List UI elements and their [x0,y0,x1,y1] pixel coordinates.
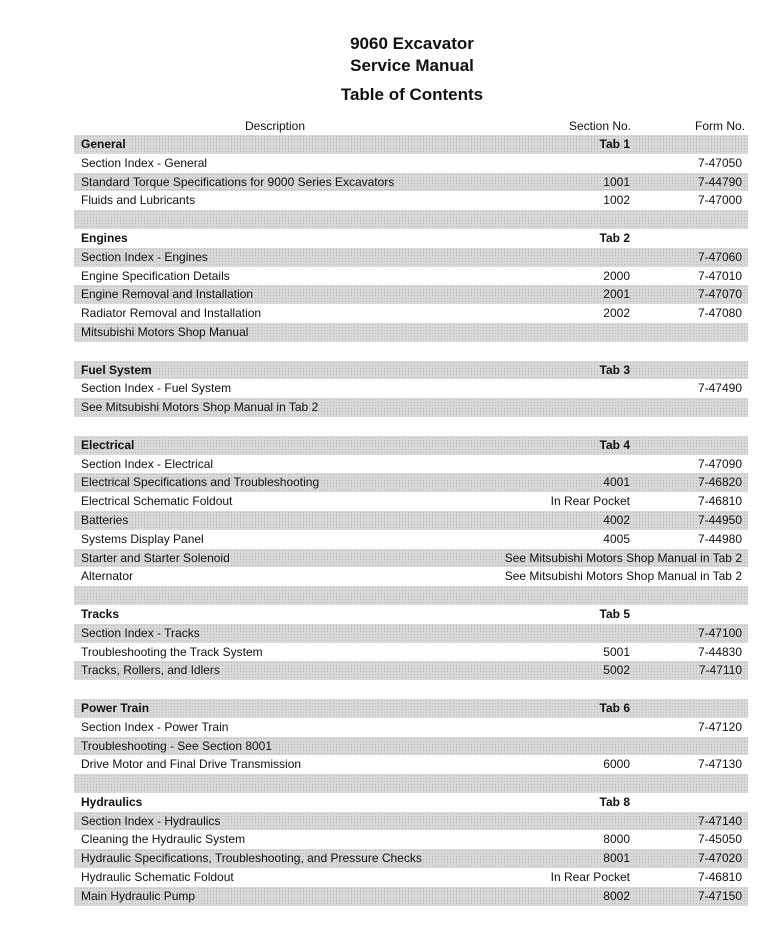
column-header-section: Section No. [568,119,632,133]
row-description: Mitsubishi Motors Shop Manual [81,324,249,339]
row-section-number: 5001 [603,644,630,659]
row-form-number: 7-46820 [697,475,742,490]
toc-row [74,191,748,210]
row-description: Engine Specification Details [81,268,230,283]
title-manual: Service Manual [350,56,474,75]
row-description: Troubleshooting - See Section 8001 [81,738,273,753]
row-description: Hydraulic Schematic Foldout [81,870,234,885]
row-form-number: 7-47150 [697,888,742,903]
row-form-number: 7-46810 [697,494,742,509]
row-form-number: 7-47050 [697,155,742,170]
section-heading-row [74,229,748,248]
row-description: Section Index - Hydraulics [81,813,221,828]
row-form-number: 7-44950 [697,512,742,527]
tab-label: Tab 3 [599,362,630,377]
spacer-row [74,586,748,605]
toc-row [74,379,748,398]
toc-row [74,530,748,549]
row-description: Troubleshooting the Track System [81,644,263,659]
row-description: Standard Torque Specifications for 9000 Series Excavators [81,174,395,189]
row-description: Section Index - Electrical [81,456,214,471]
row-section-number: 4005 [603,531,630,546]
spacer-row [74,774,748,793]
section-heading-row [74,605,748,624]
toc-row [74,455,748,474]
toc-row [74,661,748,680]
section-heading: Engines [81,230,128,245]
row-description: Systems Display Panel [81,531,204,546]
section-heading-row [74,361,748,380]
row-form-number: 7-47490 [697,381,742,396]
row-description: Starter and Starter Solenoid [81,550,230,565]
spacer-row [74,680,748,699]
row-form-number: 7-47130 [697,757,742,772]
column-header-form: Form No. [694,119,745,133]
row-form-number: 7-47010 [697,268,742,283]
row-form-number: 7-47080 [697,306,742,321]
section-heading: General [81,137,126,151]
toc-row [74,567,748,586]
section-heading: Tracks [81,606,120,621]
toc-row [74,737,748,756]
toc-row [74,887,748,906]
toc-row [74,473,748,492]
row-form-number: 7-47110 [698,663,742,678]
column-header-description: Description [244,119,306,133]
section-heading-row [74,793,748,812]
row-form-number: 7-47140 [697,813,742,828]
row-description: Radiator Removal and Installation [81,306,262,321]
row-section-number: 2000 [603,268,630,283]
row-section-number: 4002 [603,512,630,527]
toc-row [74,248,748,267]
row-description: Main Hydraulic Pump [81,888,196,903]
row-form-number: 7-44790 [697,174,742,189]
toc-row [74,624,748,643]
toc-row [74,285,748,304]
toc-row [74,643,748,662]
section-heading: Power Train [81,700,150,715]
row-description: Hydraulic Specifications, Troubleshooting, and Pressure Checks [81,851,422,866]
toc-row [74,154,748,173]
toc-row [74,323,748,342]
row-description: Batteries [81,512,129,527]
row-section-number: 1001 [603,174,630,189]
row-form-number: 7-46810 [697,870,742,885]
section-heading-row [74,135,748,154]
toc-row [74,755,748,774]
row-description: Engine Removal and Installation [81,287,254,302]
tab-label: Tab 2 [599,230,630,245]
toc-row [74,511,748,530]
title-model: 9060 Excavator [350,34,474,53]
row-form-number: 7-47060 [697,249,742,264]
row-section-number: 8001 [603,851,630,866]
row-section-number: 8002 [603,888,630,903]
toc-row [74,849,748,868]
row-description: Section Index - Power Train [81,719,229,734]
toc-row [74,549,748,568]
row-form-number: 7-44830 [697,644,742,659]
toc-row [74,830,748,849]
row-description: Section Index - Engines [81,249,208,264]
row-section-number: 2002 [603,306,630,321]
toc-row [74,304,748,323]
row-section-number: 4001 [603,475,630,490]
row-section-number: 2001 [603,287,630,302]
toc-row [74,718,748,737]
row-section-number: In Rear Pocket [550,494,630,509]
section-heading-row [74,436,748,455]
tab-label: Tab 5 [599,606,630,621]
section-heading: Electrical [81,437,135,452]
row-description: Section Index - General [81,155,208,170]
row-form-number: 7-47090 [697,456,742,471]
row-description: Drive Motor and Final Drive Transmission [81,757,302,772]
section-heading-row [74,699,748,718]
spacer-row [74,342,748,361]
row-description: Alternator [81,569,134,584]
toc-row [74,492,748,511]
row-form-number: 7-44980 [697,531,742,546]
row-description: See Mitsubishi Motors Shop Manual in Tab 2 [81,400,319,415]
row-form-number: 7-47070 [697,287,742,302]
row-section-number: 5002 [603,663,630,678]
row-section-number: 1002 [603,193,630,208]
row-section-number: 8000 [603,832,630,847]
row-description: Section Index - Tracks [81,625,200,640]
toc-row [74,398,748,417]
row-description: Electrical Specifications and Troubleshooting [81,475,320,490]
section-heading: Hydraulics [81,794,143,809]
row-form-number: 7-47120 [697,719,742,734]
tab-label: Tab 6 [599,700,630,715]
row-form-number: 7-47000 [697,193,742,208]
toc-row [74,267,748,286]
toc-row [74,812,748,831]
toc-row [74,173,748,192]
tab-label: Tab 8 [599,794,630,809]
row-section-number: See Mitsubishi Motors Shop Manual in Tab 2 [504,550,742,565]
row-description: Section Index - Fuel System [81,381,232,396]
row-form-number: 7-47100 [697,625,742,640]
section-heading: Fuel System [81,362,152,377]
row-section-number: See Mitsubishi Motors Shop Manual in Tab 2 [504,569,742,584]
row-description: Tracks, Rollers, and Idlers [81,663,220,678]
row-description: Electrical Schematic Foldout [81,494,233,509]
row-form-number: 7-45050 [697,832,742,847]
row-description: Fluids and Lubricants [81,193,196,208]
title-toc: Table of Contents [340,85,484,104]
toc-row [74,868,748,887]
toc-table [74,135,748,906]
tab-label: Tab 4 [599,437,630,452]
spacer-row [74,417,748,436]
row-section-number: In Rear Pocket [550,870,630,885]
spacer-row [74,210,748,229]
row-section-number: 6000 [603,757,630,772]
tab-label: Tab 1 [599,137,630,151]
row-description: Cleaning the Hydraulic System [81,832,246,847]
row-form-number: 7-47020 [697,851,742,866]
